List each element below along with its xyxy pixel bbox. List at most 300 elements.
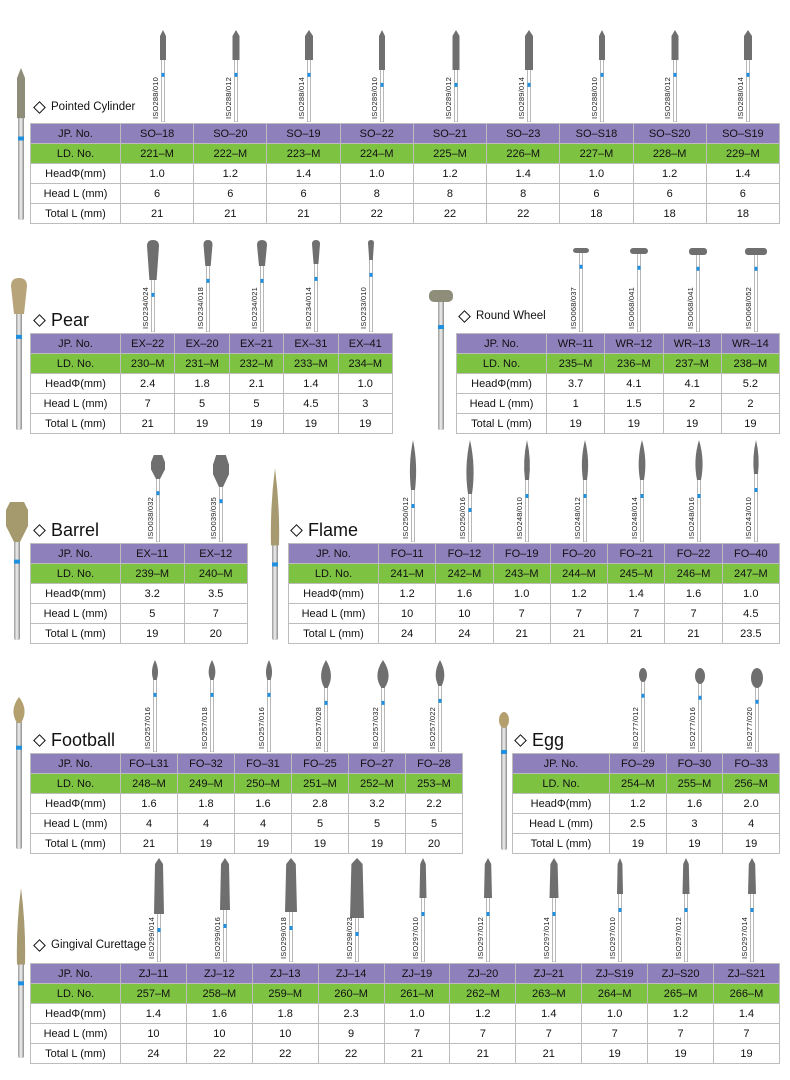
row-ld — [31, 774, 463, 794]
row-jp — [513, 754, 780, 774]
table-cell: 2.3 — [318, 1004, 384, 1024]
row-label: JP. No. — [31, 124, 121, 144]
table-cell: 22 — [413, 204, 486, 224]
iso-code-label: ISO250/016 — [457, 496, 467, 539]
table-cell: 22 — [487, 204, 560, 224]
table-cell: 7 — [184, 604, 248, 624]
table-cell: 10 — [436, 604, 493, 624]
iso-code-label: ISO038/032 — [145, 496, 155, 539]
table-cell: 1.4 — [706, 164, 779, 184]
table-cell: 256–M — [723, 774, 780, 794]
table-cell: SO–S20 — [633, 124, 706, 144]
table-cell: 254–M — [610, 774, 667, 794]
table-cell: 1.6 — [186, 1004, 252, 1024]
table-cell: 248–M — [121, 774, 178, 794]
table-cell: 4 — [178, 814, 235, 834]
row-total_l — [513, 834, 780, 854]
table-cell: 7 — [516, 1024, 582, 1044]
section-title-text: Egg — [532, 730, 565, 750]
table-cell: ZJ–14 — [318, 964, 384, 984]
iso-code-label: ISO068/037 — [569, 286, 579, 329]
row-label: JP. No. — [31, 334, 121, 354]
table-cell: 1.4 — [267, 164, 340, 184]
table-cell: 5 — [406, 814, 463, 834]
iso-code-label: ISO288/012 — [663, 76, 673, 119]
row-head_l — [31, 184, 780, 204]
side-bur-photo-round_wheel — [428, 290, 454, 430]
table-cell: 23.5 — [722, 624, 779, 644]
table-cell: 3.5 — [184, 584, 248, 604]
row-label: LD. No. — [31, 984, 121, 1004]
table-cell: 222–M — [194, 144, 267, 164]
table-cell: 1.0 — [582, 1004, 648, 1024]
table-cell: 1.2 — [550, 584, 607, 604]
section-title-pear — [33, 310, 89, 331]
table-cell: FO–32 — [178, 754, 235, 774]
table-cell: 19 — [338, 414, 392, 434]
row-head_d — [513, 794, 780, 814]
diamond-bullet-icon — [33, 939, 46, 952]
row-jp — [289, 544, 780, 564]
table-cell: 244–M — [550, 564, 607, 584]
table-cell: 259–M — [252, 984, 318, 1004]
table-cell: 10 — [186, 1024, 252, 1044]
iso-code-label: ISO297/014 — [542, 916, 552, 959]
iso-code-label: ISO289/014 — [516, 76, 526, 119]
row-head_l — [513, 814, 780, 834]
row-label: Head L (mm) — [513, 814, 610, 834]
table-cell: FO–25 — [292, 754, 349, 774]
table-cell: ZJ–S19 — [582, 964, 648, 984]
table-cell: 9 — [318, 1024, 384, 1044]
section-title-round_wheel — [458, 310, 546, 322]
table-cell: 242–M — [436, 564, 493, 584]
side-bur-photo-pointed_cylinder — [8, 68, 34, 220]
table-cell: 2.5 — [610, 814, 667, 834]
row-head_d — [457, 374, 780, 394]
table-cell: FO–22 — [665, 544, 722, 564]
row-label: JP. No. — [289, 544, 379, 564]
row-label: HeadΦ(mm) — [513, 794, 610, 814]
table-cell: 4.5 — [284, 394, 338, 414]
table-cell: 21 — [384, 1044, 450, 1064]
table-cell: FO–27 — [349, 754, 406, 774]
table-cell: 4.1 — [663, 374, 721, 394]
table-cell: 7 — [550, 604, 607, 624]
table-cell: 19 — [121, 624, 185, 644]
table-cell: 249–M — [178, 774, 235, 794]
table-cell: 4 — [723, 814, 780, 834]
table-cell: 239–M — [121, 564, 185, 584]
table-cell: 19 — [582, 1044, 648, 1064]
row-head_d — [289, 584, 780, 604]
table-cell: 21 — [121, 414, 175, 434]
table-cell: 227–M — [560, 144, 633, 164]
iso-code-label: ISO299/018 — [278, 916, 288, 959]
row-head_l — [31, 604, 248, 624]
table-cell: SO–18 — [121, 124, 194, 144]
iso-code-label: ISO234/014 — [304, 286, 314, 329]
table-cell: 2.8 — [292, 794, 349, 814]
table-cell: 3.7 — [547, 374, 605, 394]
row-head_d — [31, 584, 248, 604]
section-title-barrel — [33, 520, 99, 541]
table-cell: 245–M — [608, 564, 665, 584]
section-title-football — [33, 730, 115, 751]
table-cell: 1.4 — [608, 584, 665, 604]
table-cell: 255–M — [666, 774, 723, 794]
row-ld — [457, 354, 780, 374]
table-cell: 5 — [229, 394, 283, 414]
table-cell: ZJ–19 — [384, 964, 450, 984]
diamond-bullet-icon — [33, 524, 46, 537]
table-cell: 6 — [267, 184, 340, 204]
table-cell: FO–20 — [550, 544, 607, 564]
section-title-text: Pear — [51, 310, 90, 330]
table-cell: 234–M — [338, 354, 392, 374]
table-cell: EX–12 — [184, 544, 248, 564]
table-cell: 229–M — [706, 144, 779, 164]
table-cell: 8 — [487, 184, 560, 204]
iso-code-label: ISO277/012 — [631, 706, 641, 749]
table-cell: 247–M — [722, 564, 779, 584]
row-label: Total L (mm) — [31, 1044, 121, 1064]
table-cell: 7 — [665, 604, 722, 624]
table-cell: 1.2 — [610, 794, 667, 814]
table-cell: 1.2 — [633, 164, 706, 184]
spec-table-barrel — [30, 543, 248, 644]
iso-code-label: ISO257/032 — [370, 706, 380, 749]
table-cell: 233–M — [284, 354, 338, 374]
row-label: HeadΦ(mm) — [31, 1004, 121, 1024]
table-cell: 240–M — [184, 564, 248, 584]
diamond-bullet-icon — [33, 734, 46, 747]
table-cell: 7 — [582, 1024, 648, 1044]
iso-code-label: ISO257/016 — [256, 706, 266, 749]
row-total_l — [31, 414, 393, 434]
table-cell: 6 — [706, 184, 779, 204]
table-cell: 3 — [666, 814, 723, 834]
row-ld — [513, 774, 780, 794]
row-label: LD. No. — [289, 564, 379, 584]
table-cell: 228–M — [633, 144, 706, 164]
table-cell: 257–M — [121, 984, 187, 1004]
table-cell: ZJ–20 — [450, 964, 516, 984]
table-cell: 5 — [121, 604, 185, 624]
table-cell: FO–19 — [493, 544, 550, 564]
table-cell: 251–M — [292, 774, 349, 794]
table-cell: 1.0 — [384, 1004, 450, 1024]
table-cell: 18 — [706, 204, 779, 224]
iso-code-label: ISO299/016 — [212, 916, 222, 959]
table-cell: FO–40 — [722, 544, 779, 564]
iso-code-label: ISO277/020 — [744, 706, 754, 749]
table-cell: 250–M — [235, 774, 292, 794]
row-label: LD. No. — [31, 144, 121, 164]
side-bur-photo-egg — [491, 712, 517, 850]
row-head_l — [31, 394, 393, 414]
table-cell: 19 — [178, 834, 235, 854]
row-total_l — [31, 834, 463, 854]
table-cell: 5 — [175, 394, 229, 414]
row-ld — [289, 564, 780, 584]
table-cell: 19 — [605, 414, 663, 434]
row-label: Head L (mm) — [31, 814, 121, 834]
row-label: HeadΦ(mm) — [31, 584, 121, 604]
spec-table-pear — [30, 333, 393, 434]
table-cell: 7 — [493, 604, 550, 624]
table-cell: 18 — [633, 204, 706, 224]
row-label: LD. No. — [31, 354, 121, 374]
table-cell: 5 — [292, 814, 349, 834]
table-cell: SO–23 — [487, 124, 560, 144]
section-title-text: Barrel — [51, 520, 100, 540]
spec-table-egg — [512, 753, 780, 854]
table-cell: 1.6 — [436, 584, 493, 604]
table-cell: 3.2 — [121, 584, 185, 604]
iso-code-label: ISO234/018 — [195, 286, 205, 329]
iso-code-label: ISO243/010 — [744, 496, 754, 539]
table-cell: 235–M — [547, 354, 605, 374]
table-cell: 265–M — [648, 984, 714, 1004]
row-label: Total L (mm) — [513, 834, 610, 854]
table-cell: 225–M — [413, 144, 486, 164]
table-cell: 5 — [349, 814, 406, 834]
table-cell: 4 — [235, 814, 292, 834]
table-cell: 22 — [340, 204, 413, 224]
iso-code-label: ISO289/012 — [443, 76, 453, 119]
iso-code-label: ISO257/028 — [313, 706, 323, 749]
table-cell: FO–L31 — [121, 754, 178, 774]
row-label: JP. No. — [513, 754, 610, 774]
row-label: Total L (mm) — [31, 624, 121, 644]
table-cell: 226–M — [487, 144, 560, 164]
side-bur-photo-gingival — [8, 888, 34, 1058]
table-cell: 22 — [186, 1044, 252, 1064]
table-cell: 8 — [340, 184, 413, 204]
table-cell: FO–29 — [610, 754, 667, 774]
iso-code-label: ISO257/018 — [199, 706, 209, 749]
table-cell: 21 — [665, 624, 722, 644]
side-bur-photo-pear — [6, 278, 32, 430]
row-label: JP. No. — [31, 754, 121, 774]
table-cell: 7 — [384, 1024, 450, 1044]
table-cell: 231–M — [175, 354, 229, 374]
row-jp — [31, 544, 248, 564]
table-cell: 10 — [252, 1024, 318, 1044]
table-cell: 5.2 — [721, 374, 779, 394]
table-cell: 260–M — [318, 984, 384, 1004]
table-cell: ZJ–21 — [516, 964, 582, 984]
iso-code-label: ISO248/010 — [515, 496, 525, 539]
row-label: JP. No. — [31, 544, 121, 564]
row-jp — [31, 964, 780, 984]
row-label: Total L (mm) — [31, 414, 121, 434]
table-cell: 2 — [721, 394, 779, 414]
section-title-text: Football — [51, 730, 116, 750]
iso-code-label: ISO277/016 — [688, 706, 697, 749]
table-cell: 21 — [608, 624, 665, 644]
row-ld — [31, 564, 248, 584]
row-total_l — [31, 1044, 780, 1064]
table-cell: 24 — [121, 1044, 187, 1064]
table-cell: 237–M — [663, 354, 721, 374]
table-cell: FO–28 — [406, 754, 463, 774]
iso-code-label: ISO257/016 — [142, 706, 152, 749]
row-total_l — [289, 624, 780, 644]
table-cell: 2.2 — [406, 794, 463, 814]
row-ld — [31, 354, 393, 374]
table-cell: 24 — [436, 624, 493, 644]
row-jp — [31, 754, 463, 774]
table-cell: 1.0 — [560, 164, 633, 184]
iso-code-label: ISO039/035 — [209, 496, 219, 539]
table-cell: 1.0 — [340, 164, 413, 184]
table-cell: 243–M — [493, 564, 550, 584]
table-cell: 258–M — [186, 984, 252, 1004]
section-title-text: Flame — [308, 520, 359, 540]
diamond-bullet-icon — [458, 310, 471, 323]
row-label: Head L (mm) — [31, 184, 121, 204]
table-cell: 238–M — [721, 354, 779, 374]
table-cell: WR–12 — [605, 334, 663, 354]
table-cell: 21 — [267, 204, 340, 224]
iso-code-label: ISO068/041 — [627, 286, 637, 329]
iso-code-label: ISO248/014 — [629, 496, 639, 539]
table-cell: FO–12 — [436, 544, 493, 564]
table-cell: 1.4 — [121, 1004, 187, 1024]
table-cell: 1 — [547, 394, 605, 414]
section-title-flame — [290, 520, 358, 541]
table-cell: 19 — [666, 834, 723, 854]
iso-code-label: ISO257/022 — [427, 706, 437, 749]
table-cell: 7 — [450, 1024, 516, 1044]
row-head_d — [31, 164, 780, 184]
table-cell: 253–M — [406, 774, 463, 794]
table-cell: 3.2 — [349, 794, 406, 814]
table-cell: SO–22 — [340, 124, 413, 144]
table-cell: 1.2 — [450, 1004, 516, 1024]
table-cell: 7 — [714, 1024, 780, 1044]
row-total_l — [31, 204, 780, 224]
row-label: LD. No. — [513, 774, 610, 794]
table-cell: 6 — [633, 184, 706, 204]
iso-code-label: ISO068/052 — [743, 286, 753, 329]
table-cell: 232–M — [229, 354, 283, 374]
row-label: LD. No. — [31, 774, 121, 794]
table-cell: 10 — [379, 604, 436, 624]
table-cell: 264–M — [582, 984, 648, 1004]
row-ld — [31, 144, 780, 164]
iso-code-label: ISO234/024 — [141, 286, 151, 329]
table-cell: 252–M — [349, 774, 406, 794]
iso-code-label: ISO297/010 — [410, 916, 420, 959]
table-cell: 1.0 — [722, 584, 779, 604]
table-cell: 19 — [663, 414, 721, 434]
table-cell: 6 — [194, 184, 267, 204]
diamond-bullet-icon — [290, 524, 303, 537]
table-cell: 4.5 — [722, 604, 779, 624]
iso-code-label: ISO288/010 — [589, 76, 599, 119]
table-cell: EX–20 — [175, 334, 229, 354]
row-head_d — [31, 1004, 780, 1024]
table-cell: 6 — [560, 184, 633, 204]
iso-code-label: ISO297/010 — [608, 916, 618, 959]
row-ld — [31, 984, 780, 1004]
table-cell: 1.2 — [194, 164, 267, 184]
row-label: HeadΦ(mm) — [31, 164, 121, 184]
row-head_d — [31, 794, 463, 814]
iso-code-label: ISO289/010 — [370, 76, 380, 119]
diamond-bullet-icon — [33, 314, 46, 327]
row-head_l — [289, 604, 780, 624]
table-cell: 1.5 — [605, 394, 663, 414]
row-label: Head L (mm) — [31, 394, 121, 414]
table-cell: FO–31 — [235, 754, 292, 774]
table-cell: 19 — [292, 834, 349, 854]
table-cell: ZJ–13 — [252, 964, 318, 984]
row-total_l — [31, 624, 248, 644]
row-head_l — [457, 394, 780, 414]
table-cell: 21 — [550, 624, 607, 644]
table-cell: ZJ–S21 — [714, 964, 780, 984]
table-cell: 1.0 — [493, 584, 550, 604]
iso-code-label: ISO250/012 — [400, 496, 410, 539]
table-cell: 261–M — [384, 984, 450, 1004]
table-cell: 1.8 — [178, 794, 235, 814]
row-label: HeadΦ(mm) — [289, 584, 379, 604]
table-cell: 20 — [184, 624, 248, 644]
table-cell: 1.4 — [516, 1004, 582, 1024]
spec-table-round_wheel — [456, 333, 780, 434]
table-cell: 24 — [379, 624, 436, 644]
table-cell: 21 — [450, 1044, 516, 1064]
iso-code-label: ISO299/014 — [146, 916, 156, 959]
table-cell: 4.1 — [605, 374, 663, 394]
table-cell: 21 — [516, 1044, 582, 1064]
table-cell: 19 — [175, 414, 229, 434]
table-cell: 8 — [413, 184, 486, 204]
table-cell: SO–19 — [267, 124, 340, 144]
section-title-text: Round Wheel — [476, 310, 546, 322]
section-title-text: Pointed Cylinder — [51, 101, 136, 113]
table-cell: 18 — [560, 204, 633, 224]
table-cell: EX–21 — [229, 334, 283, 354]
table-cell: 21 — [194, 204, 267, 224]
iso-code-label: ISO248/012 — [572, 496, 582, 539]
table-cell: 2 — [663, 394, 721, 414]
row-label: Total L (mm) — [289, 624, 379, 644]
table-cell: EX–22 — [121, 334, 175, 354]
table-cell: 19 — [235, 834, 292, 854]
table-cell: 1.6 — [666, 794, 723, 814]
side-bur-photo-flame — [262, 468, 288, 640]
table-cell: 266–M — [714, 984, 780, 1004]
table-cell: 19 — [610, 834, 667, 854]
side-bur-photo-barrel — [4, 502, 30, 640]
table-cell: 19 — [721, 414, 779, 434]
row-jp — [31, 334, 393, 354]
row-label: JP. No. — [457, 334, 547, 354]
table-cell: 1.6 — [121, 794, 178, 814]
table-cell: 1.6 — [235, 794, 292, 814]
row-label: LD. No. — [457, 354, 547, 374]
table-cell: 221–M — [121, 144, 194, 164]
table-cell: SO–S19 — [706, 124, 779, 144]
row-head_d — [31, 374, 393, 394]
spec-table-flame — [288, 543, 780, 644]
iso-code-label: ISO298/023 — [344, 916, 354, 959]
